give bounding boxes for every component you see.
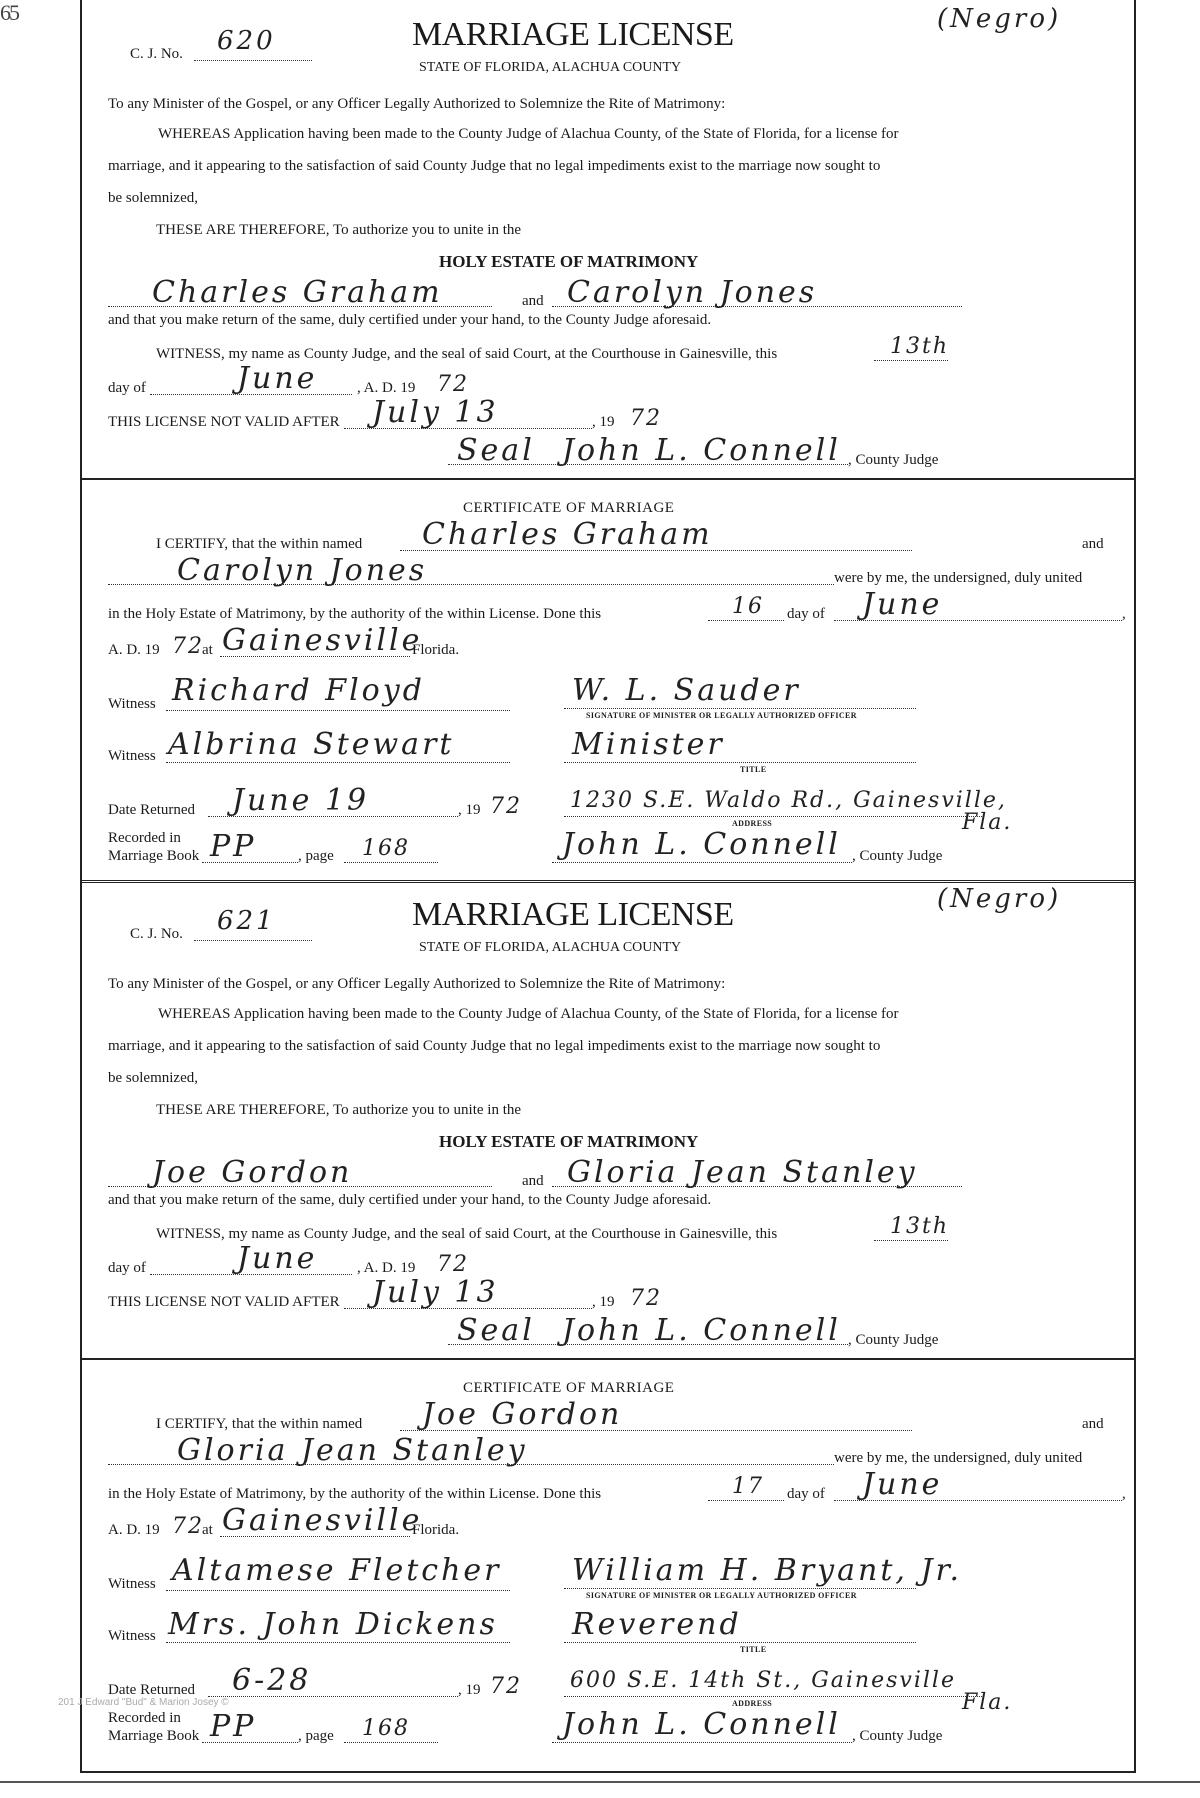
- day-of-label: day of: [108, 1260, 146, 1276]
- fill-in-line: [344, 1742, 438, 1743]
- ad-label: , A. D. 19: [357, 1260, 416, 1276]
- recorded-in-label: Recorded in: [108, 1710, 181, 1726]
- valid-after-19-label: , 19: [592, 414, 615, 430]
- date-returned-label: Date Returned: [108, 1682, 196, 1698]
- title-caption: TITLE: [740, 765, 767, 774]
- witness-1-label: Witness: [108, 696, 156, 712]
- cj-number-label: C. J. No.: [130, 46, 183, 62]
- date-returned-value: 6-28: [232, 1663, 312, 1698]
- done-month: June: [862, 587, 943, 622]
- done-day: 16: [732, 594, 764, 619]
- recorder-county-judge-label: , County Judge: [852, 848, 943, 864]
- fill-in-line: [166, 1642, 510, 1643]
- address-line: To any Minister of the Gospel, or any Officer Legally Authorized to Solemnize the Rite of Matrimony:: [108, 96, 726, 112]
- valid-after-year: 72: [630, 1286, 662, 1311]
- marriage-book-page: 168: [362, 1716, 410, 1741]
- groom-name: Charles Graham: [152, 275, 443, 310]
- certify-label: I CERTIFY, that the within named: [156, 536, 363, 552]
- fill-in-line: [194, 60, 312, 61]
- at-label: at: [202, 1522, 213, 1538]
- holy-estate-heading: HOLY ESTATE OF MATRIMONY: [439, 1132, 699, 1151]
- cert-day-of-label: day of: [787, 1486, 825, 1502]
- holy-estate-authority-line: in the Holy Estate of Matrimony, by the authority of the within License. Done this: [108, 606, 602, 622]
- certificate-title: CERTIFICATE OF MARRIAGE: [463, 1380, 675, 1396]
- cert-groom-name: Charles Graham: [422, 517, 713, 552]
- witness-line: WITNESS, my name as County Judge, and the seal of said Court, at the Courthouse in Gainesville, this: [156, 1226, 778, 1242]
- license-year: 72: [437, 1252, 469, 1277]
- page-label: , page: [298, 1728, 334, 1744]
- done-day: 17: [732, 1474, 764, 1499]
- officer-signature: W. L. Sauder: [572, 673, 801, 708]
- cert-groom-name: Joe Gordon: [422, 1397, 623, 1432]
- fill-in-line: [552, 1742, 852, 1743]
- and-label: and: [522, 293, 544, 309]
- page-label: , page: [298, 848, 334, 864]
- and-label: and: [522, 1173, 544, 1189]
- whereas-line-3: be solemnized,: [108, 1070, 198, 1086]
- page-bottom-edge: [0, 1781, 1200, 1798]
- county-judge-label: , County Judge: [848, 1332, 939, 1348]
- witness-line: WITNESS, my name as County Judge, and the seal of said Court, at the Courthouse in Gainesville, this: [156, 346, 778, 362]
- were-by-me-label: were by me, the undersigned, duly united: [834, 570, 1083, 586]
- cj-number-value: 620: [217, 26, 276, 56]
- fill-in-line: [564, 708, 916, 709]
- fill-in-line: [874, 360, 948, 361]
- cj-number-value: 621: [217, 906, 276, 936]
- witness-2-signature: Mrs. John Dickens: [168, 1607, 498, 1642]
- valid-after-date: July 13: [372, 395, 499, 430]
- fill-in-line: [166, 762, 510, 763]
- fill-in-line: [166, 710, 510, 711]
- fill-in-line: [564, 1696, 984, 1697]
- date-returned-value: June 19: [232, 783, 370, 818]
- fill-in-line: [708, 1500, 784, 1501]
- officer-title-value: Minister: [572, 727, 725, 762]
- witness-1-label: Witness: [108, 1576, 156, 1592]
- date-returned-label: Date Returned: [108, 802, 196, 818]
- fill-in-line: [194, 940, 312, 941]
- officer-address: 1230 S.E. Waldo Rd., Gainesville,: [570, 788, 1007, 813]
- marriage-place: Gainesville: [222, 1503, 423, 1538]
- certify-label: I CERTIFY, that the within named: [156, 1416, 363, 1432]
- fill-in-line: [166, 1590, 510, 1591]
- cj-number-label: C. J. No.: [130, 926, 183, 942]
- bride-name: Gloria Jean Stanley: [567, 1155, 918, 1190]
- officer-address: 600 S.E. 14th St., Gainesville: [570, 1668, 956, 1693]
- address-caption: ADDRESS: [732, 1699, 773, 1708]
- whereas-line-2: marriage, and it appearing to the satisfaction of said County Judge that no legal impediments exist to the marriage now sought to: [108, 158, 881, 174]
- florida-label: Florida.: [412, 642, 460, 658]
- license-month: June: [237, 361, 318, 396]
- officer-address-state: Fla.: [962, 1690, 1013, 1715]
- license-title: MARRIAGE LICENSE: [412, 16, 734, 53]
- therefore-line: THESE ARE THEREFORE, To authorize you to unite in the: [156, 1102, 522, 1118]
- cert-and-label: and: [1082, 1416, 1104, 1432]
- done-year: 72: [172, 1514, 204, 1539]
- not-valid-label: THIS LICENSE NOT VALID AFTER: [108, 1294, 340, 1310]
- fill-in-line: [874, 1240, 948, 1241]
- judge-signature: John L. Connell: [562, 433, 841, 468]
- license-month: June: [237, 1241, 318, 1276]
- marriage-book-value: PP: [210, 1709, 257, 1744]
- copyright-watermark: 201 J Edward "Bud" & Marion Josey ©: [58, 1697, 229, 1708]
- done-trailing-comma: ,: [1122, 1486, 1126, 1502]
- recorded-in-label: Recorded in: [108, 830, 181, 846]
- whereas-line-3: be solemnized,: [108, 190, 198, 206]
- whereas-line-1: WHEREAS Application having been made to the County Judge of Alachua County, of the State of Florida, for a license for: [158, 1006, 899, 1022]
- license-subtitle: STATE OF FLORIDA, ALACHUA COUNTY: [419, 940, 682, 955]
- officer-address-state: Fla.: [962, 810, 1013, 835]
- officer-signature: William H. Bryant, Jr.: [572, 1553, 963, 1588]
- whereas-line-1: WHEREAS Application having been made to the County Judge of Alachua County, of the State of Florida, for a license for: [158, 126, 899, 142]
- marriage-book-page: 168: [362, 836, 410, 861]
- license-title: MARRIAGE LICENSE: [412, 896, 734, 933]
- groom-name: Joe Gordon: [152, 1155, 353, 1190]
- done-trailing-comma: ,: [1122, 606, 1126, 622]
- were-by-me-label: were by me, the undersigned, duly united: [834, 1450, 1083, 1466]
- county-judge-label: , County Judge: [848, 452, 939, 468]
- therefore-line: THESE ARE THEREFORE, To authorize you to unite in the: [156, 222, 522, 238]
- recorder-county-judge-label: , County Judge: [852, 1728, 943, 1744]
- returned-year: 72: [490, 794, 522, 819]
- at-label: at: [202, 642, 213, 658]
- return-line: and that you make return of the same, duly certified under your hand, to the County Judge aforesaid.: [108, 312, 712, 328]
- fill-in-line: [564, 1588, 916, 1589]
- certificate-divider: [82, 1358, 1134, 1360]
- cert-and-label: and: [1082, 536, 1104, 552]
- returned-19-label: , 19: [458, 1682, 481, 1698]
- witness-day: 13th: [890, 1214, 950, 1239]
- returned-19-label: , 19: [458, 802, 481, 818]
- witness-2-label: Witness: [108, 748, 156, 764]
- document-frame: [80, 0, 1136, 1773]
- returned-year: 72: [490, 1674, 522, 1699]
- signature-caption: SIGNATURE OF MINISTER OR LEGALLY AUTHORIZED OFFICER: [586, 1591, 857, 1600]
- court-seal-mark: Seal: [457, 1313, 535, 1348]
- cert-bride-name: Carolyn Jones: [177, 553, 428, 588]
- done-month: June: [862, 1467, 943, 1502]
- cert-day-of-label: day of: [787, 606, 825, 622]
- holy-estate-heading: HOLY ESTATE OF MATRIMONY: [439, 252, 699, 271]
- marriage-book-label: Marriage Book: [108, 1728, 200, 1744]
- done-year: 72: [172, 634, 204, 659]
- officer-title-value: Reverend: [572, 1607, 742, 1642]
- recorder-signature: John L. Connell: [562, 827, 841, 862]
- witness-1-signature: Richard Floyd: [172, 673, 425, 708]
- license-subtitle: STATE OF FLORIDA, ALACHUA COUNTY: [419, 60, 682, 75]
- marriage-book-value: PP: [210, 829, 257, 864]
- court-seal-mark: Seal: [457, 433, 535, 468]
- florida-label: Florida.: [412, 1522, 460, 1538]
- valid-after-year: 72: [630, 406, 662, 431]
- title-caption: TITLE: [740, 1645, 767, 1654]
- page-corner-mark: 65: [0, 0, 18, 25]
- marriage-book-label: Marriage Book: [108, 848, 200, 864]
- signature-caption: SIGNATURE OF MINISTER OR LEGALLY AUTHORIZED OFFICER: [586, 711, 857, 720]
- cert-bride-name: Gloria Jean Stanley: [177, 1433, 528, 1468]
- certificate-divider: [82, 478, 1134, 480]
- address-caption: ADDRESS: [732, 819, 773, 828]
- judge-signature: John L. Connell: [562, 1313, 841, 1348]
- valid-after-date: July 13: [372, 1275, 499, 1310]
- fill-in-line: [708, 620, 784, 621]
- race-annotation: (Negro): [937, 4, 1062, 34]
- return-line: and that you make return of the same, duly certified under your hand, to the County Judge aforesaid.: [108, 1192, 712, 1208]
- section-divider: [82, 880, 1134, 883]
- race-annotation: (Negro): [937, 884, 1062, 914]
- cert-ad-label: A. D. 19: [108, 1522, 160, 1538]
- cert-ad-label: A. D. 19: [108, 642, 160, 658]
- day-of-label: day of: [108, 380, 146, 396]
- witness-day: 13th: [890, 334, 950, 359]
- whereas-line-2: marriage, and it appearing to the satisfaction of said County Judge that no legal impediments exist to the marriage now sought to: [108, 1038, 881, 1054]
- witness-1-signature: Altamese Fletcher: [172, 1553, 502, 1588]
- address-line: To any Minister of the Gospel, or any Officer Legally Authorized to Solemnize the Rite of Matrimony:: [108, 976, 726, 992]
- recorder-signature: John L. Connell: [562, 1707, 841, 1742]
- bride-name: Carolyn Jones: [567, 275, 818, 310]
- fill-in-line: [552, 862, 852, 863]
- witness-2-label: Witness: [108, 1628, 156, 1644]
- marriage-place: Gainesville: [222, 623, 423, 658]
- fill-in-line: [344, 862, 438, 863]
- valid-after-19-label: , 19: [592, 1294, 615, 1310]
- certificate-title: CERTIFICATE OF MARRIAGE: [463, 500, 675, 516]
- witness-2-signature: Albrina Stewart: [168, 727, 455, 762]
- holy-estate-authority-line: in the Holy Estate of Matrimony, by the authority of the within License. Done this: [108, 1486, 602, 1502]
- license-year: 72: [437, 372, 469, 397]
- fill-in-line: [564, 762, 916, 763]
- fill-in-line: [564, 816, 984, 817]
- fill-in-line: [564, 1642, 916, 1643]
- ad-label: , A. D. 19: [357, 380, 416, 396]
- not-valid-label: THIS LICENSE NOT VALID AFTER: [108, 414, 340, 430]
